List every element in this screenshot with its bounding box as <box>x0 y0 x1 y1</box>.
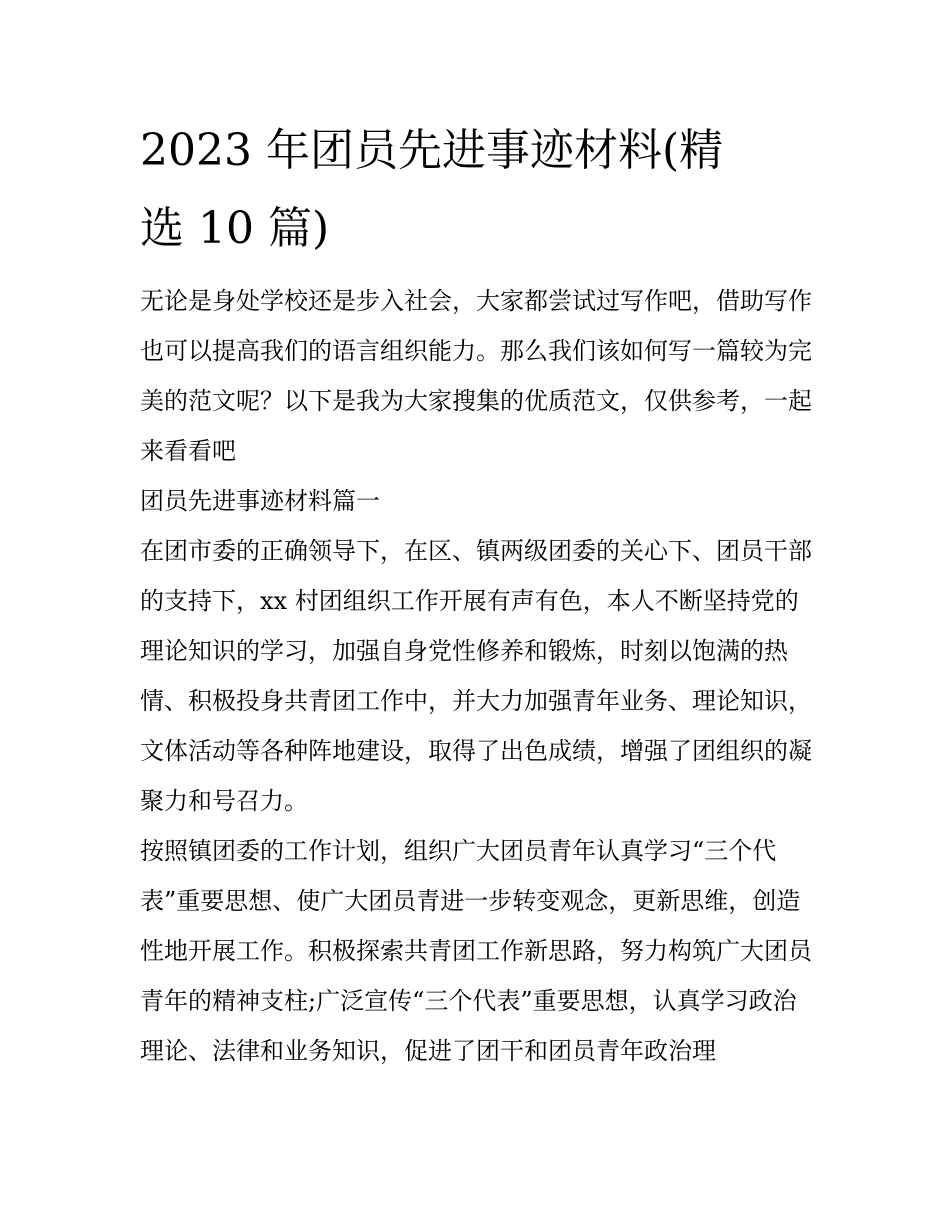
document-body <box>140 276 820 1076</box>
document-title-line-2: 选 10 篇) <box>140 203 330 254</box>
paragraph-intro: 无论是身处学校还是步入社会，大家都尝试过写作吧，借助写作也可以提高我们的语言组织能力。那么我们该如何写一篇较为完美的范文呢？以下是我为大家搜集的优质范文，仅供参考，一起来看看吧 <box>140 287 812 465</box>
paragraph-1: 在团市委的正确领导下，在区、镇两级团委的关心下、团员干部的支持下，xx 村团组织工作开展有声有色，本人不断坚持党的理论知识的学习，加强自身党性修养和锻炼，时刻以饱满的热情、积极投身共青团工作中，并大力加强青年业务、理论知识，文体活动等各种阵地建设，取得了出色成绩，增强了团组织的凝聚力和号召力。 <box>140 537 812 815</box>
paragraph-2: 按照镇团委的工作计划，组织广大团员青年认真学习“三个代表”重要思想、使广大团员青进一步转变观念，更新思维，创造性地开展工作。积极探索共青团工作新思路，努力构筑广大团员青年的精神支柱;广泛宣传“三个代表”重要思想，认真学习政治理论、法律和业务知识，促进了团干和团员青年政治理 <box>140 837 812 1065</box>
document-title <box>140 112 820 268</box>
section-heading: 团员先进事迹材料篇一 <box>140 487 380 515</box>
document-title-line-1: 2023 年团员先进事迹材料(精 <box>140 125 724 176</box>
